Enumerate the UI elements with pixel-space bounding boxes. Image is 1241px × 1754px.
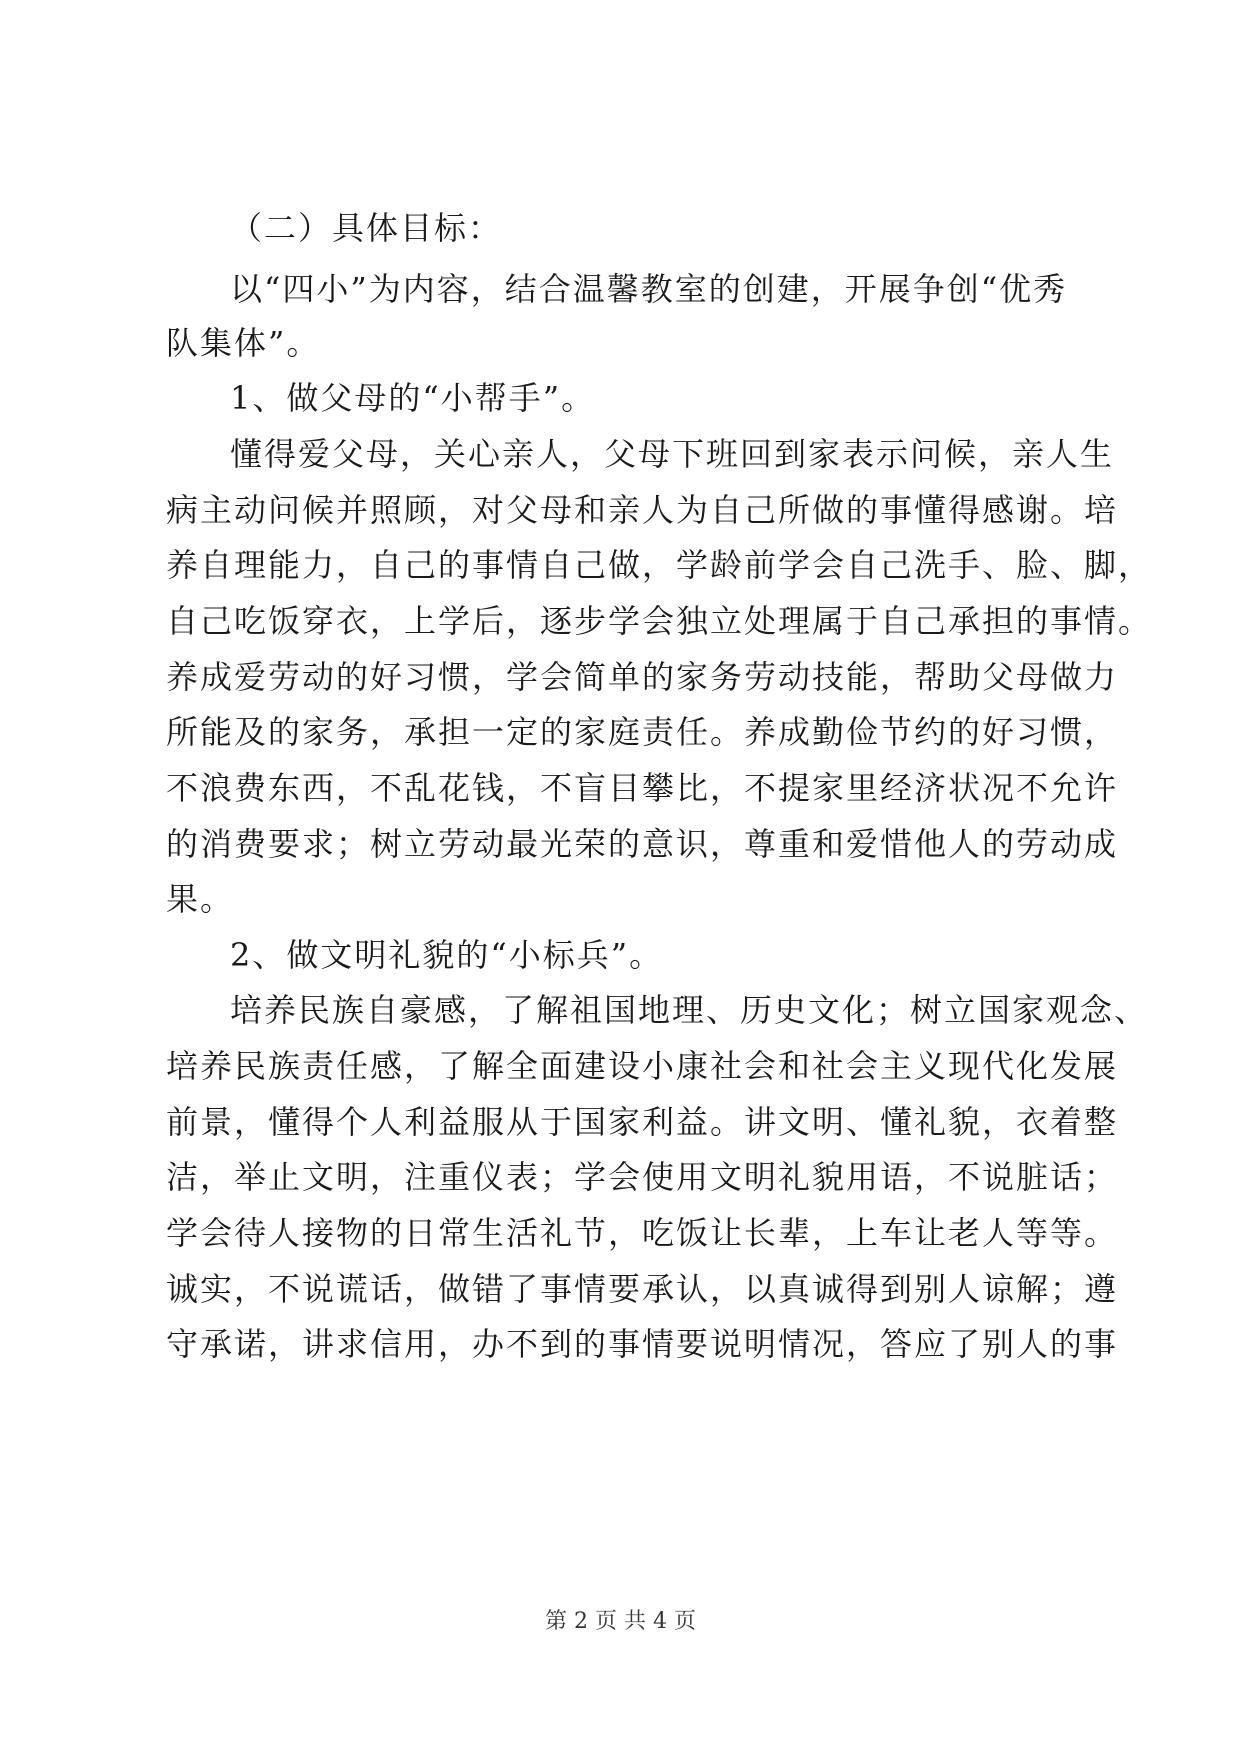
text-line: 懂得爱父母，关心亲人，父母下班回到家表示问候，亲人生	[230, 435, 1115, 473]
text-line: 养成爱劳动的好习惯，学会简单的家务劳动技能，帮助父母做力	[166, 658, 1119, 696]
text-line: 前景，懂得个人利益服从于国家利益。讲文明、懂礼貌，衣着整	[166, 1103, 1119, 1141]
text-line: 病主动问候并照顾，对父母和亲人为自己所做的事懂得感谢。培	[166, 491, 1119, 529]
text-line: 守承诺，讲求信用，办不到的事情要说明情况，答应了别人的事	[166, 1325, 1119, 1363]
item-heading: 2、做文明礼貌的“小标兵”。	[230, 936, 664, 974]
text-line: 养自理能力，自己的事情自己做，学龄前学会自己洗手、脸、脚，	[166, 546, 1153, 584]
text-line: 诚实，不说谎话，做错了事情要承认，以真诚得到别人谅解；遵	[166, 1270, 1119, 1308]
text-line: 所能及的家务，承担一定的家庭责任。养成勤俭节约的好习惯，	[166, 713, 1119, 751]
text-line: 果。	[166, 880, 235, 918]
text-line: 培养民族自豪感，了解祖国地理、历史文化；树立国家观念、	[230, 991, 1149, 1029]
page-number-footer: 第 2 页 共 4 页	[545, 1609, 696, 1634]
text-line: 学会待人接物的日常生活礼节，吃饭让长辈，上车让老人等等。	[166, 1214, 1119, 1252]
text-line: 不浪费东西，不乱花钱，不盲目攀比，不提家里经济状况不允许	[166, 769, 1119, 807]
text-line: 培养民族责任感，了解全面建设小康社会和社会主义现代化发展	[166, 1047, 1119, 1085]
item-heading: 1、做父母的“小帮手”。	[230, 379, 596, 417]
text-line: 以“四小”为内容，结合温馨教室的创建，开展争创“优秀	[230, 270, 1068, 308]
text-line: 的消费要求；树立劳动最光荣的意识，尊重和爱惜他人的劳动成	[166, 825, 1119, 863]
text-line: 洁，举止文明，注重仪表；学会使用文明礼貌用语，不说脏话；	[166, 1158, 1119, 1196]
section-heading: （二）具体目标：	[230, 209, 503, 247]
text-line: 自己吃饭穿衣，上学后，逐步学会独立处理属于自己承担的事情。	[166, 602, 1153, 640]
text-line: 队集体”。	[166, 324, 321, 362]
